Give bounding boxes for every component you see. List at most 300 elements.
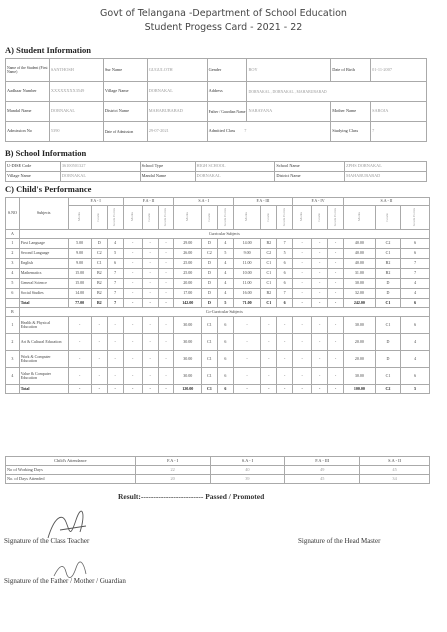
dob-label: Date of Birth <box>331 59 371 82</box>
score-cell: - <box>312 279 328 289</box>
sub-header-text: Grade <box>316 212 321 222</box>
sub-header-cell <box>375 206 400 230</box>
school-village-value: DORNAKAL <box>60 172 140 182</box>
score-cell: - <box>123 385 142 394</box>
score-cell: 7 <box>401 269 430 279</box>
score-cell: 30.00 <box>174 317 202 334</box>
student-name-label: Name of the Student (First Name) <box>6 59 50 82</box>
score-cell: - <box>123 279 142 289</box>
score-cell: - <box>233 317 261 334</box>
score-cell: - <box>123 317 142 334</box>
score-cell: C2 <box>202 249 218 259</box>
admission-no-value: 5390 <box>49 122 103 142</box>
score-cell: 6 <box>277 279 293 289</box>
score-cell: 6 <box>277 269 293 279</box>
sub-header-cell <box>142 206 158 230</box>
school-mandal-label: Mandal Name <box>140 172 195 182</box>
score-cell: - <box>142 249 158 259</box>
score-cell: C1 <box>202 385 218 394</box>
subject-row <box>6 249 430 259</box>
subject-name: Value & Computer Education <box>19 368 68 385</box>
score-cell: - <box>328 269 344 279</box>
score-cell: 9.00 <box>68 259 91 269</box>
score-cell: - <box>107 385 123 394</box>
group-header-fa4: F.A - IV <box>293 198 344 206</box>
sub-header-row <box>6 206 430 230</box>
school-mandal-value: DORNAKAL <box>195 172 275 182</box>
score-cell: - <box>312 249 328 259</box>
sub-header-cell <box>217 206 233 230</box>
score-cell: - <box>312 317 328 334</box>
score-cell: - <box>142 317 158 334</box>
mandal-label: Mandal Name <box>6 102 50 122</box>
sub-header-text: Marks <box>129 212 134 222</box>
score-cell: - <box>68 334 91 351</box>
score-cell: 5 <box>217 299 233 308</box>
score-cell: 142.00 <box>174 299 202 308</box>
score-cell: - <box>123 368 142 385</box>
score-cell: - <box>68 385 91 394</box>
sub-header-text: Grade <box>206 212 211 222</box>
score-cell: C1 <box>261 279 277 289</box>
parent-signature-label: Signature of the Father / Mother / Guardian <box>4 577 126 585</box>
days-attended-sa2: 34 <box>360 475 430 484</box>
score-cell: - <box>123 269 142 279</box>
sno-cell: 4 <box>6 269 20 279</box>
sno-cell: 2 <box>6 334 20 351</box>
header-title: Govt of Telangana -Department of School Education <box>100 8 347 19</box>
school-type-label: School Type <box>140 162 195 172</box>
admission-date-value: 29-07-2021 <box>147 122 207 142</box>
section-b-title: Co-Curricular Subjects <box>19 308 429 317</box>
sub-header-cell <box>343 206 375 230</box>
score-cell: D <box>375 279 400 289</box>
score-cell: C1 <box>375 299 400 308</box>
sub-header-text: Grade Points <box>281 207 286 226</box>
score-cell: - <box>123 239 142 249</box>
score-cell: 5 <box>277 249 293 259</box>
father-label: Father / Guardian Name <box>207 102 247 122</box>
score-cell: D <box>375 351 400 368</box>
score-cell: C1 <box>375 368 400 385</box>
score-cell: 7 <box>107 289 123 299</box>
subject-name: Total <box>19 385 68 394</box>
sub-header-cell <box>277 206 293 230</box>
sno-cell <box>6 385 20 394</box>
score-cell: C1 <box>261 259 277 269</box>
score-cell: - <box>142 385 158 394</box>
score-cell: - <box>277 317 293 334</box>
admitted-class-value: 7 <box>244 128 247 134</box>
score-cell: 5 <box>107 249 123 259</box>
score-cell: 7 <box>277 289 293 299</box>
score-cell: 7 <box>401 259 430 269</box>
score-cell: - <box>158 259 174 269</box>
sub-header-text: Grade Points <box>222 207 227 226</box>
score-cell: D <box>202 299 218 308</box>
score-cell: - <box>261 334 277 351</box>
score-cell: 4 <box>401 289 430 299</box>
score-cell: 6 <box>401 299 430 308</box>
performance-table <box>5 197 430 394</box>
total-row <box>6 299 430 308</box>
score-cell: 20.00 <box>343 334 375 351</box>
score-cell: - <box>142 279 158 289</box>
subject-row <box>6 239 430 249</box>
score-cell: D <box>202 269 218 279</box>
subject-name: English <box>19 259 68 269</box>
school-type-value: HIGH SCHOOL <box>195 162 275 172</box>
school-name-value: ZPHS DORNAKAL <box>345 162 427 172</box>
attendance-col-fa1: F.A - I <box>135 457 210 466</box>
working-days-sa2: 45 <box>360 466 430 475</box>
sub-header-text: Grade <box>265 212 270 222</box>
score-cell: 30.00 <box>343 368 375 385</box>
score-cell: - <box>261 351 277 368</box>
udise-label: U-DISE Code <box>6 162 61 172</box>
score-cell: 15.00 <box>68 279 91 289</box>
score-cell: 6 <box>401 368 430 385</box>
subject-name: Mathematics <box>19 269 68 279</box>
subject-row <box>6 279 430 289</box>
score-cell: - <box>158 239 174 249</box>
score-cell: - <box>91 334 107 351</box>
score-cell: - <box>158 269 174 279</box>
score-cell: - <box>158 317 174 334</box>
aadhaar-value: XXXXXXXX3549 <box>49 82 103 102</box>
score-cell: 16.00 <box>233 289 261 299</box>
score-cell: - <box>293 334 312 351</box>
score-cell: 7 <box>107 269 123 279</box>
score-cell: - <box>277 334 293 351</box>
subject-row <box>6 269 430 279</box>
score-cell: D <box>375 334 400 351</box>
score-cell: 100.00 <box>343 385 375 394</box>
score-cell: - <box>123 299 142 308</box>
result-line: Result:------------------------- Passed / Promoted <box>118 492 265 501</box>
score-cell: 14.00 <box>68 289 91 299</box>
sub-header-text: Grade Points <box>332 207 337 226</box>
score-cell: - <box>123 289 142 299</box>
score-cell: - <box>293 239 312 249</box>
school-district-label: District Name <box>275 172 345 182</box>
section-a-letter: A <box>6 230 20 239</box>
group-header-fa2: F.A - II <box>123 198 174 206</box>
score-cell: - <box>158 299 174 308</box>
student-info-table <box>5 58 427 142</box>
score-cell: D <box>202 259 218 269</box>
working-days-sa1: 40 <box>210 466 285 475</box>
aadhaar-label: Aadhaar Number <box>6 82 50 102</box>
score-cell: - <box>91 351 107 368</box>
sub-header-cell <box>158 206 174 230</box>
surname-label: Sur Name <box>103 59 147 82</box>
subject-row <box>6 334 430 351</box>
sub-header-text: Grade Points <box>112 207 117 226</box>
score-cell: - <box>158 279 174 289</box>
days-attended-label: No. of Days Attended <box>6 475 136 484</box>
score-cell: - <box>158 368 174 385</box>
sno-cell: 3 <box>6 259 20 269</box>
section-school-info: B) School Information <box>5 148 87 158</box>
score-cell: D <box>202 239 218 249</box>
section-b-header-row <box>6 308 430 317</box>
group-header-sa2: S.A - II <box>343 198 429 206</box>
score-cell: - <box>123 259 142 269</box>
sub-header-cell <box>293 206 312 230</box>
score-cell: 31.00 <box>343 269 375 279</box>
score-cell: 6 <box>277 299 293 308</box>
score-cell: - <box>328 299 344 308</box>
score-cell: - <box>107 351 123 368</box>
score-cell: 32.00 <box>343 289 375 299</box>
score-cell: 6 <box>107 259 123 269</box>
sno-cell: 4 <box>6 368 20 385</box>
score-cell: 26.00 <box>174 249 202 259</box>
score-cell: 6 <box>217 385 233 394</box>
admitted-class-label: Admitted Class <box>208 128 236 134</box>
subject-row <box>6 368 430 385</box>
score-cell: - <box>293 299 312 308</box>
score-cell: - <box>142 368 158 385</box>
score-cell: - <box>142 239 158 249</box>
score-cell: 30.00 <box>343 317 375 334</box>
score-cell: - <box>107 334 123 351</box>
studying-class-label: Studying Class <box>331 122 371 142</box>
sub-header-text: Marks <box>76 212 81 222</box>
subject-name: Social Studies <box>19 289 68 299</box>
subject-name: Second Language <box>19 249 68 259</box>
score-cell: D <box>202 279 218 289</box>
score-cell: - <box>107 368 123 385</box>
score-cell: - <box>328 289 344 299</box>
section-b-letter: B <box>6 308 20 317</box>
subjects-header: Subjects <box>19 198 68 230</box>
score-cell: 9.00 <box>233 249 261 259</box>
section-student-info: A) Student Information <box>5 45 91 55</box>
score-cell: 4 <box>401 351 430 368</box>
subject-row <box>6 317 430 334</box>
attendance-col-fa3: F.A - III <box>285 457 360 466</box>
district-label: District Name <box>103 102 147 122</box>
school-village-label: Village Name <box>6 172 61 182</box>
score-cell: - <box>312 269 328 279</box>
score-cell: 4 <box>401 334 430 351</box>
sno-cell: 5 <box>6 279 20 289</box>
score-cell: - <box>293 249 312 259</box>
score-cell: C2 <box>375 239 400 249</box>
sub-header-cell <box>68 206 91 230</box>
attendance-table <box>5 456 430 484</box>
score-cell: - <box>68 368 91 385</box>
admitted-class-cell <box>207 122 331 142</box>
score-cell: - <box>328 385 344 394</box>
score-cell: - <box>91 368 107 385</box>
score-cell: 40.00 <box>343 259 375 269</box>
group-header-fa3: F.A - III <box>233 198 292 206</box>
score-cell: 6 <box>401 317 430 334</box>
score-cell: - <box>142 299 158 308</box>
header-subtitle: Student Progess Card - 2021 - 22 <box>144 22 303 33</box>
score-cell: B2 <box>375 269 400 279</box>
dob-value: 01-11-2007 <box>371 59 427 82</box>
score-cell: 25.00 <box>174 259 202 269</box>
address-value: DORNAKAL , DORNAKAL , MAHABUBABAD <box>247 82 427 102</box>
gender-label: Gender <box>207 59 247 82</box>
score-cell: 120.00 <box>174 385 202 394</box>
sub-header-cell <box>107 206 123 230</box>
score-cell: B2 <box>91 279 107 289</box>
score-cell: 15.00 <box>68 269 91 279</box>
udise-value: 36100501327 <box>60 162 140 172</box>
sno-cell: 1 <box>6 317 20 334</box>
sno-header: S.NO <box>6 198 20 230</box>
section-a-title: Curricular Subjects <box>19 230 429 239</box>
days-attended-sa1: 39 <box>210 475 285 484</box>
score-cell: B2 <box>91 269 107 279</box>
subject-name: Total <box>19 299 68 308</box>
score-cell: C2 <box>91 249 107 259</box>
score-cell: 5 <box>217 249 233 259</box>
sub-header-cell <box>261 206 277 230</box>
mandal-value: DORNAKAL <box>49 102 103 122</box>
score-cell: - <box>277 368 293 385</box>
score-cell: - <box>123 351 142 368</box>
score-cell: D <box>375 289 400 299</box>
sub-header-text: Marks <box>244 212 249 222</box>
score-cell: C1 <box>261 269 277 279</box>
sub-header-text: Marks <box>356 212 361 222</box>
sub-header-cell <box>328 206 344 230</box>
district-value: MAHABUBABAD <box>147 102 207 122</box>
score-cell: - <box>233 351 261 368</box>
address-label: Address <box>207 82 247 102</box>
score-cell: 7 <box>107 279 123 289</box>
score-cell: - <box>158 351 174 368</box>
sub-header-text: Grade <box>147 212 152 222</box>
sub-header-text: Grade <box>96 212 101 222</box>
sub-header-cell <box>233 206 261 230</box>
score-cell: 30.00 <box>174 351 202 368</box>
admission-no-label: Admission No <box>6 122 50 142</box>
gender-value: BOY <box>247 59 331 82</box>
days-attended-fa3: 45 <box>285 475 360 484</box>
days-attended-fa1: 20 <box>135 475 210 484</box>
subject-row <box>6 289 430 299</box>
score-cell: C1 <box>202 334 218 351</box>
score-cell: 40.00 <box>343 239 375 249</box>
score-cell: B2 <box>375 259 400 269</box>
score-cell: C1 <box>202 317 218 334</box>
score-cell: 6 <box>217 351 233 368</box>
sub-header-cell <box>202 206 218 230</box>
studying-class-value: 7 <box>371 122 427 142</box>
score-cell: - <box>123 249 142 259</box>
score-cell: 77.00 <box>68 299 91 308</box>
score-cell: - <box>312 299 328 308</box>
sno-cell: 3 <box>6 351 20 368</box>
score-cell: - <box>328 259 344 269</box>
score-cell: - <box>312 334 328 351</box>
sno-cell: 2 <box>6 249 20 259</box>
score-cell: C1 <box>375 317 400 334</box>
score-cell: - <box>233 334 261 351</box>
group-header-sa1: S.A - I <box>174 198 233 206</box>
school-info-table <box>5 161 427 182</box>
score-cell: 14.00 <box>233 239 261 249</box>
subject-name: First Language <box>19 239 68 249</box>
score-cell: B2 <box>91 299 107 308</box>
sub-header-text: Grade Points <box>412 207 417 226</box>
score-cell: - <box>158 249 174 259</box>
sub-header-text: Marks <box>299 212 304 222</box>
score-cell: 7 <box>277 239 293 249</box>
score-cell: - <box>328 368 344 385</box>
score-cell: - <box>142 289 158 299</box>
score-cell: - <box>142 351 158 368</box>
score-cell: - <box>312 351 328 368</box>
score-cell: - <box>277 385 293 394</box>
score-cell: D <box>91 239 107 249</box>
score-cell: - <box>158 385 174 394</box>
score-cell: - <box>328 239 344 249</box>
score-cell: 4 <box>217 289 233 299</box>
score-cell: - <box>293 269 312 279</box>
school-name-label: School Name <box>275 162 345 172</box>
score-cell: 6 <box>401 249 430 259</box>
score-cell: - <box>293 259 312 269</box>
group-header-fa1: F.A - I <box>68 198 123 206</box>
surname-value: GUGULOTH <box>147 59 207 82</box>
sub-header-text: Grade <box>385 212 390 222</box>
subject-name: Work & Computer Education <box>19 351 68 368</box>
score-cell: 10.00 <box>233 269 261 279</box>
score-cell: - <box>293 289 312 299</box>
working-days-fa3: 49 <box>285 466 360 475</box>
subject-name: Health & Physical Education <box>19 317 68 334</box>
score-cell: 4 <box>107 239 123 249</box>
attendance-col-sa1: S.A - I <box>210 457 285 466</box>
score-cell: - <box>328 249 344 259</box>
score-cell: 11.00 <box>233 259 261 269</box>
score-cell: - <box>293 279 312 289</box>
score-cell: 11.00 <box>233 279 261 289</box>
score-cell: C1 <box>375 249 400 259</box>
score-cell: - <box>158 334 174 351</box>
sno-cell <box>6 299 20 308</box>
score-cell: 30.00 <box>174 334 202 351</box>
working-days-label: No of Working Days <box>6 466 136 475</box>
score-cell: - <box>158 289 174 299</box>
score-cell: - <box>312 385 328 394</box>
score-cell: - <box>328 317 344 334</box>
score-cell: - <box>312 239 328 249</box>
mother-value: SAROJA <box>371 102 427 122</box>
score-cell: - <box>312 259 328 269</box>
sub-header-cell <box>401 206 430 230</box>
subject-row <box>6 259 430 269</box>
score-cell: 4 <box>217 269 233 279</box>
score-cell: - <box>261 385 277 394</box>
score-cell: - <box>277 351 293 368</box>
subject-row <box>6 351 430 368</box>
score-cell: 4 <box>217 239 233 249</box>
working-days-fa1: 22 <box>135 466 210 475</box>
score-cell: 20.00 <box>343 351 375 368</box>
score-cell: - <box>312 289 328 299</box>
sub-header-cell <box>123 206 142 230</box>
score-cell: - <box>293 368 312 385</box>
